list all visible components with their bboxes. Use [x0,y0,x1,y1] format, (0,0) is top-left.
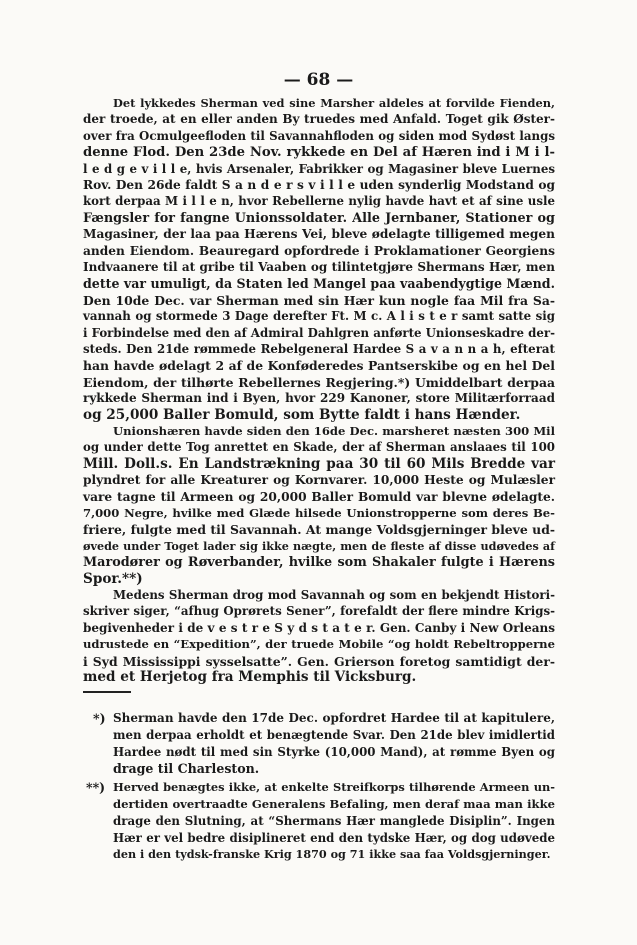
text-line: kort derpaa M i l l e n, hvor Rebellerne nylig havde havt et af sine usle [83,194,555,209]
text-line: dette var umuligt, da Staten led Mangel paa vaabendygtige Mænd. [83,276,555,292]
text-line: Eiendom, der tilhørte Rebellernes Regjering.*) Umiddelbart derpaa [83,374,555,390]
text-line: plyndret for alle Kreaturer og Kornvarer. 10,000 Heste og Mulæsler [83,473,555,488]
text-line: udrustede en “Expedition”, der truede Mobile “og holdt Rebeltropperne [83,637,555,652]
footnote-line: Hardee nødt til med sin Styrke (10,000 Mand), at rømme Byen og [113,744,555,759]
text-line: skriver siger, “afhug Oprørets Sener”, forefaldt der flere mindre Krigs- [83,604,555,619]
text-line: Det lykkedes Sherman ved sine Marsher aldeles at forvilde Fienden, [113,96,555,110]
text-line: vannah og stormede 3 Dage derefter Ft. M c. A l i s t e r samt satte sig [83,309,555,324]
text-line: med et Herjetog fra Memphis til Vicksburg. [83,669,417,685]
footnote-line: Herved benægtes ikke, at enkelte Streifkorps tilhørende Armeen un- [113,780,555,795]
footnote-line: drage til Charleston. [113,761,260,777]
text-line: Fængsler for fangne Unionssoldater. Alle Jernbaner, Stationer og [83,210,555,226]
text-line: i Syd Mississippi sysselsatte”. Gen. Grierson foretog samtidigt der- [83,653,555,669]
text-line: anden Eiendom. Beauregard opfordrede i Proklamationer Georgiens [83,243,555,258]
text-line: denne Flod. Den 23de Nov. rykkede en Del af Hæren ind i M i l- [83,145,555,161]
footnote-line: men derpaa erholdt et benægtende Svar. Den 21de blev imidlertid [113,727,555,742]
text-line: friere, fulgte med til Savannah. At mange Voldsgjerninger bleve ud- [83,522,555,538]
text-line: og under dette Tog anrettet en Skade, der af Sherman anslaaes til 100 [83,440,555,455]
footnote-line: Sherman havde den 17de Dec. opfordret Hardee til at kapitulere, [113,711,555,725]
text-line: Marodører og Røverbander, hvilke som Shakaler fulgte i Hærens [83,555,555,571]
text-line: øvede under Toget lader sig ikke nægte, men de fleste af disse udøvedes af [83,538,555,553]
text-line: og 25,000 Baller Bomuld, som Bytte faldt i hans Hænder. [83,406,521,423]
text-line: begivenheder i de v e s t r e S y d s t a t e r. Gen. Canby i New Orleans [83,620,555,635]
text-line: Indvaanere til at gribe til Vaaben og tilintetgjøre Shermans Hær, men [83,260,555,274]
text-line: over fra Ocmulgeefloden til Savannahfloden og siden mod Sydøst langs [83,128,555,143]
page-number: — 68 — [283,70,354,90]
footnote-line: drage den Slutning, at “Shermans Hær manglede Disiplin”. Ingen [113,813,555,828]
text-line: der troede, at en eller anden By truedes med Anfald. Toget gik Øster- [83,112,555,127]
text-line: Spor.**) [83,570,143,587]
text-line: i Forbindelse med den af Admiral Dahlgren anførte Unionseskadre der- [83,325,555,340]
text-line: Rov. Den 26de faldt S a n d e r s v i l l e uden synderlig Modstand og [83,178,555,192]
footnote-line: den i den tydsk-franske Krig 1870 og 71 ikke saa faa Voldsgjerninger. [113,847,551,862]
text-line: steds. Den 21de rømmede Rebelgeneral Hardee S a v a n n a h, efterat [83,342,555,356]
text-line: rykkede Sherman ind i Byen, hvor 229 Kanoner, store Militærforraad [83,391,555,406]
text-line: Mill. Doll.s. En Landstrækning paa 30 til 60 Mils Bredde var [83,455,555,472]
text-line: vare tagne til Armeen og 20,000 Baller Bomuld var blevne ødelagte. [83,489,555,504]
footnote-marker: **) [86,780,106,796]
text-line: Magasiner, der laa paa Hærens Vei, bleve ødelagte tilligemed megen [83,227,555,242]
footnote-line: Hær er vel bedre disiplineret end den tydske Hær, og dog udøvede [113,830,555,845]
footnote-marker: *) [93,711,106,726]
text-line: Den 10de Dec. var Sherman med sin Hær kun nogle faa Mil fra Sa- [83,292,555,308]
text-line: l e d g e v i l l e, hvis Arsenaler, Fabrikker og Magasiner bleve Luernes [83,161,555,176]
text-line: 7,000 Negre, hvilke med Glæde hilsede Unionstropperne som deres Be- [83,506,555,520]
footnote-divider [83,691,131,693]
text-line: Unionshæren havde siden den 16de Dec. marsheret næsten 300 Mil [113,424,555,438]
footnote-line: dertiden overtraadte Generalens Befaling, men deraf maa man ikke [113,797,555,811]
text-line: Medens Sherman drog mod Savannah og som en bekjendt Histori- [113,588,555,602]
text-line: han havde ødelagt 2 af de Konføderedes Pantserskibe og en hel Del [83,358,555,374]
